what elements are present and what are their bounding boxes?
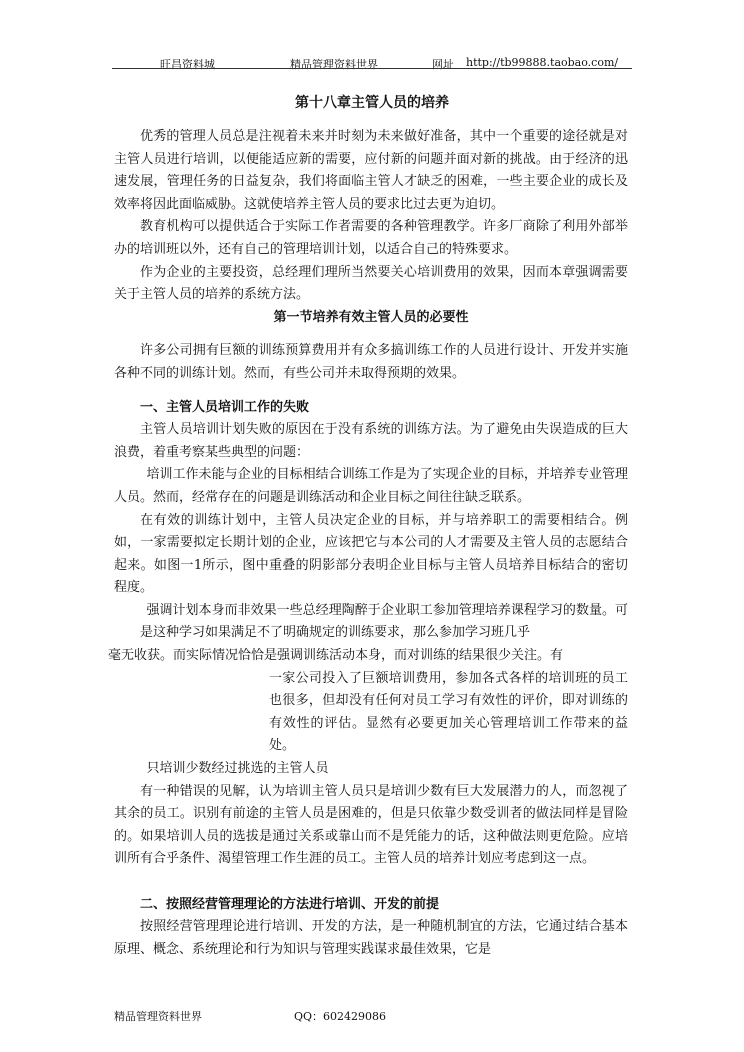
paragraph-intro: 优秀的管理人员总是注视着未来并时刻为未来做好准备，其中一个重要的途径就是对主管人员进行培训，以便能适应新的需要，应付新的问题并面对新的挑战。由于经济的迅速发展，管理任务的日益复杂，我们将面临主管人才缺乏的困难，一些主要企业的成长及效率将因此面临威胁。这就使培养主管人员的要求比过去更为迫切。	[114, 129, 628, 212]
paragraph-no-gain: 毫无收获。而实际情况恰恰是强调训练活动本身，而对训练的结果很少关注。有	[108, 648, 564, 664]
section-heading-1: 第一节培养有效主管人员的必要性	[273, 309, 469, 325]
paragraph-emphasis-plan: 强调计划本身而非效果一些总经理陶醉于企业职工参加管理培养课程学习的数量。可是这种学习如果满足不了明确规定的训练要求，那么参加学习班几乎	[140, 602, 628, 641]
header-middle-text: 精品管理资料世界	[290, 58, 378, 71]
paragraph-effective-plan: 在有效的训练计划中，主管人员决定企业的目标，并与培养职工的需要相结合。例如，一家需要拟定长期计划的企业，应该把它与本公司的人才需要及主管人员的志愿结合起来。如图一1所示，图中重叠的阴影部分表明企业目标与主管人员培养目标结合的密切程度。	[114, 512, 628, 596]
page-header	[0, 52, 744, 72]
header-url-link[interactable]: http://tb99888.taobao.com/	[466, 56, 619, 69]
footer-qq-text: QQ：602429086	[294, 1010, 387, 1023]
paragraph-budget: 许多公司拥有巨额的训练预算费用并有众多搞训练工作的人员进行设计、开发并实施各种不同的训练计划。然而，有些公司并未取得预期的效果。	[114, 343, 628, 381]
paragraph-theory-method: 按照经营管理理论进行培训、开发的方法，是一种随机制宜的方法，它通过结合基本原理、概念、系统理论和行为知识与管理实践谋求最佳效果，它是	[114, 919, 628, 957]
header-divider	[112, 68, 632, 69]
paragraph-goal-alignment: 培训工作未能与企业的目标相结合训练工作是为了实现企业的目标，并培养专业管理人员。然而，经常存在的问题是训练活动和企业目标之间往往缺乏联系。	[114, 467, 628, 505]
paragraph-select-few: 只培训少数经过挑选的主管人员	[146, 761, 329, 777]
page-footer	[0, 1008, 744, 1028]
subheading-training-failure: 一、主管人员培训工作的失败	[140, 399, 310, 415]
footer-left-text: 精品管理资料世界	[114, 1010, 202, 1023]
paragraph-wrong-view: 有一种错误的见解，认为培训主管人员只是培训少数有巨大发展潜力的人，而忽视了其余的员工。识别有前途的主管人员是困难的，但是只依靠少数受训者的做法同样是冒险的。如果培训人员的选拔是通过关系或靠山而不是凭能力的话，这种做法则更危险。应培训所有合乎条件、渴望管理工作生涯的员工。主管人员的培养计划应考虑到这一点。	[114, 783, 628, 867]
document-body	[108, 126, 628, 961]
paragraph-failure-reason: 主管人员培训计划失败的原因在于没有系统的训练方法。为了避免由失误造成的巨大浪费，着重考察某些典型的问题：	[114, 422, 628, 460]
paragraph-wrapped-block: 一家公司投入了巨额培训费用，参加各式各样的培训班的员工也很多，但却没有任何对员工学习有效性的评价，即对训练的有效性的评估。显然有必要更加关心管理培训工作带来的益处。	[269, 670, 628, 754]
paragraph-education: 教育机构可以提供适合于实际工作者需要的各种管理教学。许多厂商除了利用外部举办的培训班以外，还有自己的管理培训计划，以适合自己的特殊要求。	[114, 219, 628, 257]
paragraph-investment: 作为企业的主要投资，总经理们理所当然要关心培训费用的效果，因而本章强调需要关于主管人员的培养的系统方法。	[114, 264, 628, 303]
header-left-text: 旺昌资料城	[160, 58, 215, 71]
header-url-label: 网址	[432, 58, 454, 71]
chapter-title: 第十八章主管人员的培养	[295, 95, 449, 111]
subheading-management-theory: 二、按照经营管理理论的方法进行培训、开发的前提	[140, 896, 440, 912]
